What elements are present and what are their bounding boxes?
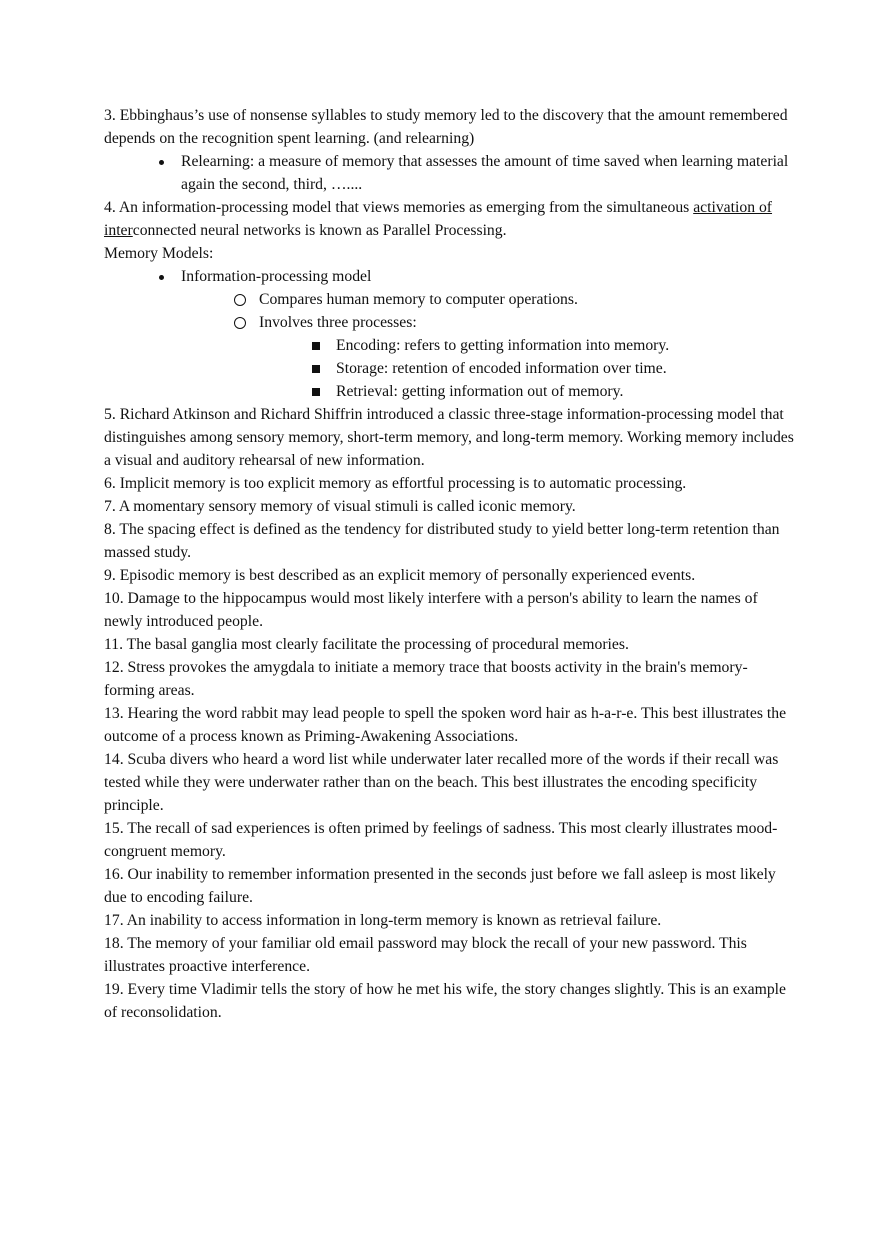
note-item-3: 3. Ebbinghaus’s use of nonsense syllables to study memory led to the discovery that the amount remembered depends on the recognition spent learning. (and relearning) [104, 107, 788, 147]
bullet-retrieval [104, 380, 794, 403]
note-item-4-end: connected neural networks is known as Parallel Processing. [132, 222, 507, 239]
bullet-text: Compares human memory to computer operations. [259, 291, 578, 308]
note-item-16: 16. Our inability to remember information presented in the seconds just before we fall asleep is most likely due to encoding failure. [104, 866, 776, 906]
note-item-11: 11. The basal ganglia most clearly facilitate the processing of procedural memories. [104, 636, 629, 653]
note-item-8: 8. The spacing effect is defined as the tendency for distributed study to yield better long-term retention than massed study. [104, 521, 780, 561]
bullet-relearning [104, 150, 794, 196]
bullet-text: Encoding: refers to getting information into memory. [336, 337, 670, 354]
note-item-9: 9. Episodic memory is best described as an explicit memory of personally experienced events. [104, 567, 696, 584]
bullet-encoding [104, 334, 794, 357]
bullet-text: Retrieval: getting information out of memory. [336, 383, 624, 400]
note-item-6: 6. Implicit memory is too explicit memory as effortful processing is to automatic processing. [104, 475, 687, 492]
bullet-text: Storage: retention of encoded information over time. [336, 360, 667, 377]
note-item-4 [104, 196, 794, 242]
bullet-ip-model [104, 265, 794, 288]
bullet-storage [104, 357, 794, 380]
bullet-text: Information-processing model [181, 268, 372, 285]
bullet-circle-icon [231, 311, 249, 336]
bullet-circle-icon [231, 288, 249, 313]
note-item-15: 15. The recall of sad experiences is often primed by feelings of sadness. This most clearly illustrates mood-congruent memory. [104, 820, 778, 860]
note-item-12: 12. Stress provokes the amygdala to initiate a memory trace that boosts activity in the brain's memory-forming areas. [104, 659, 748, 699]
bullet-dot-icon [154, 265, 168, 288]
bullet-square-icon [309, 357, 323, 381]
bullet-dot-icon [154, 150, 168, 173]
note-item-13: 13. Hearing the word rabbit may lead people to spell the spoken word hair as h-a-r-e. This best illustrates the outcome of a process known as Priming-Awakening Associations. [104, 705, 787, 745]
note-item-4-start: 4. An information-processing model that views memories as emerging from the simultaneous [104, 199, 694, 216]
note-item-18: 18. The memory of your familiar old email password may block the recall of your new password. This illustrates proactive interference. [104, 935, 747, 975]
bullet-square-icon [309, 334, 323, 358]
note-item-14: 14. Scuba divers who heard a word list while underwater later recalled more of the words if their recall was tested while they were underwater rather than on the beach. This best illustrates the encoding specificity principle. [104, 751, 779, 814]
bullet-square-icon [309, 380, 323, 404]
note-item-4-underlined: activation of inter [104, 199, 773, 239]
bullet-compares [104, 288, 794, 311]
document-page [104, 104, 794, 1024]
bullet-involves [104, 311, 794, 334]
note-item-10: 10. Damage to the hippocampus would most likely interfere with a person's ability to learn the names of newly introduced people. [104, 590, 758, 630]
memory-models-heading: Memory Models: [104, 245, 214, 262]
note-item-7: 7. A momentary sensory memory of visual stimuli is called iconic memory. [104, 498, 576, 515]
bullet-text: Involves three processes: [259, 314, 417, 331]
note-item-17: 17. An inability to access information in long-term memory is known as retrieval failure. [104, 912, 662, 929]
note-item-19: 19. Every time Vladimir tells the story of how he met his wife, the story changes slightly. This is an example of reconsolidation. [104, 981, 786, 1021]
note-item-5: 5. Richard Atkinson and Richard Shiffrin introduced a classic three-stage information-processing model that distinguishes among sensory memory, short-term memory, and long-term memory. Working memory includes a visual and auditory rehearsal of new information. [104, 406, 794, 469]
bullet-text: Relearning: a measure of memory that assesses the amount of time saved when learning material again the second, third, ….... [181, 153, 789, 193]
